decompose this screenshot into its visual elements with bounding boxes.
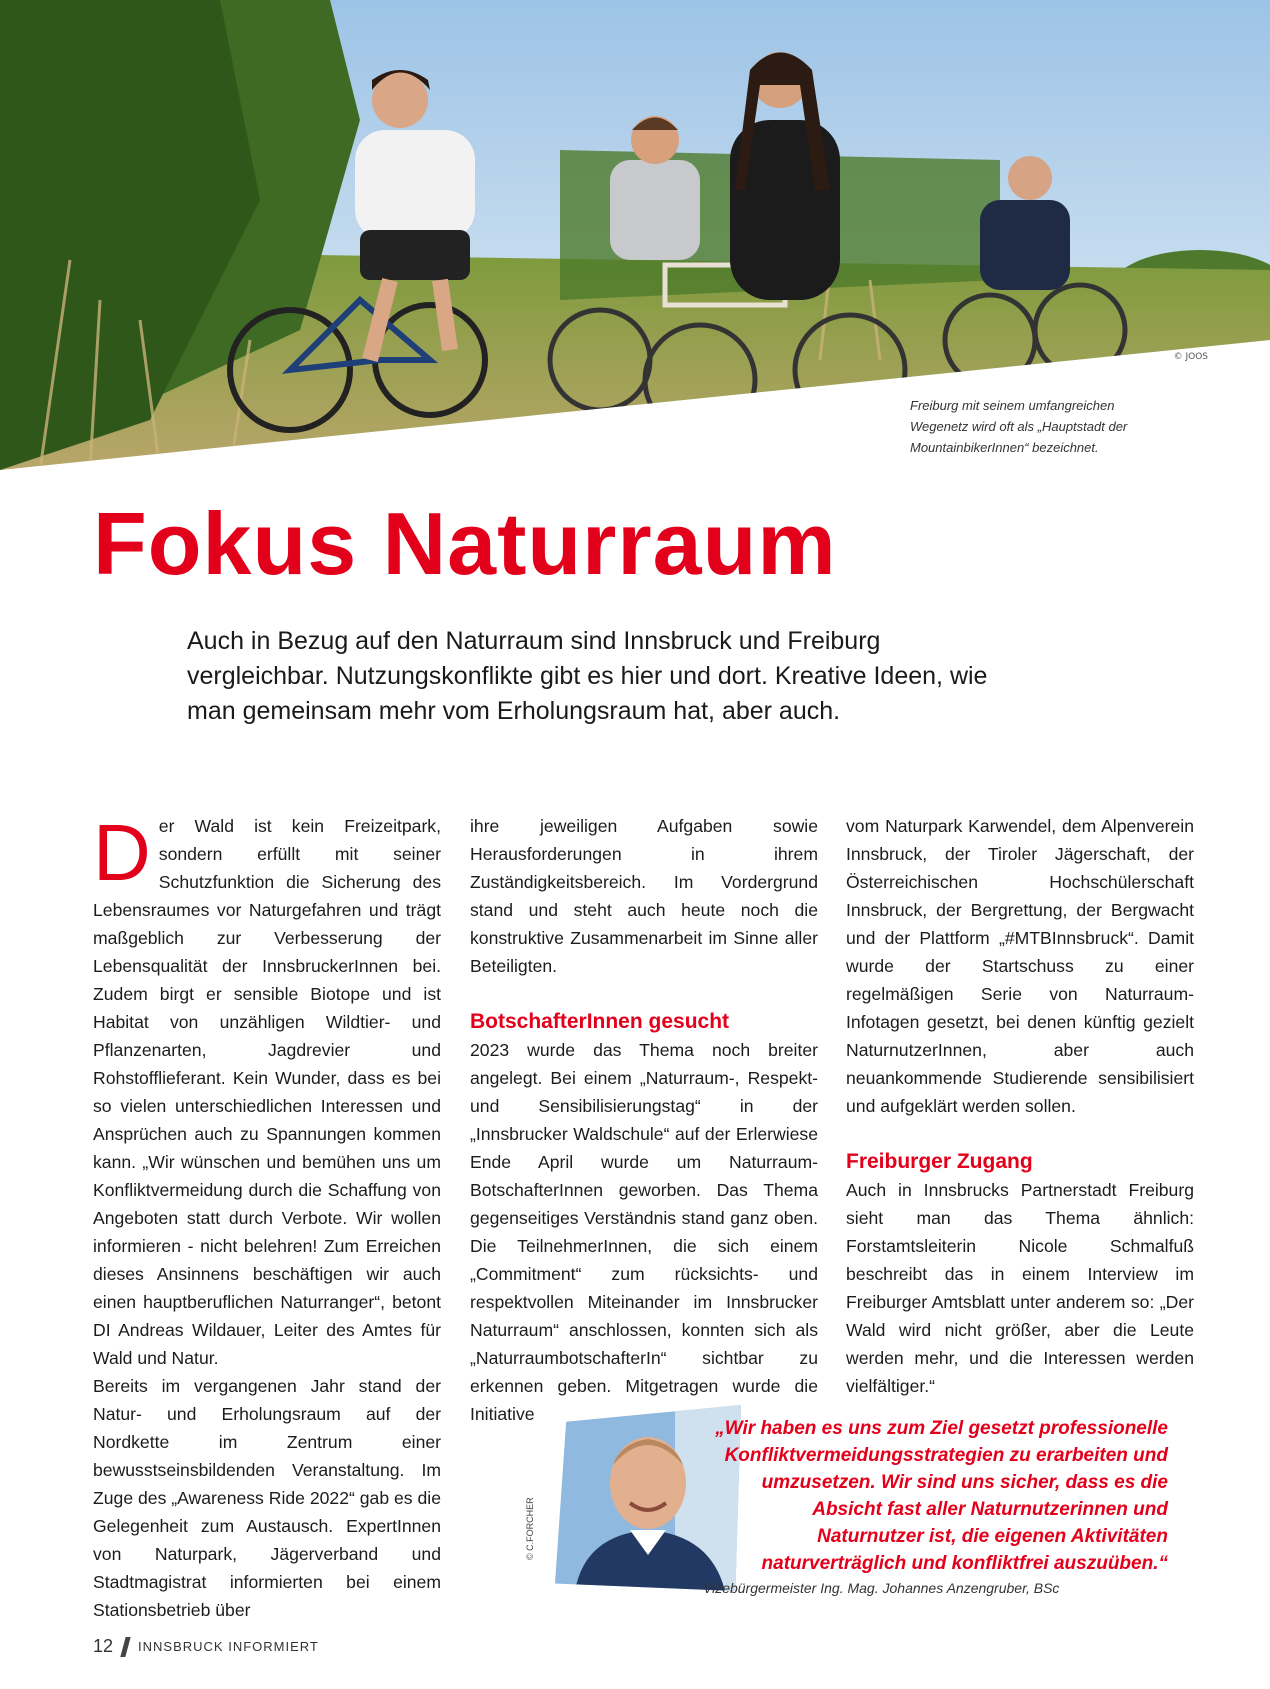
subheading: BotschafterInnen gesucht [470, 1010, 730, 1033]
body-paragraph: 2023 wurde das Thema noch breiter angelegt. Bei einem „Naturraum-, Respekt- und Sensibilisierungstag“ in der „Innsbrucker Waldschule“ auf der Erlerwiese Ende April wurde um Naturraum-BotschafterInnen geworben. Das Thema gegenseitiges Verständnis stand ganz oben. Die TeilnehmerInnen, die sich einem „Commitment“ zum rücksichts- und respektvollen Miteinander im Innsbrucker Naturraum“ anschlossen, konnten sich als „NaturraumbotschafterIn“ sichtbar zu erkennen geben. Mitgetragen wurde die Initiative [470, 1040, 818, 1424]
page-number: 12 [93, 1636, 114, 1656]
body-paragraph: ihre jeweiligen Aufgaben sowie Herausforderungen in ihrem Zuständigkeitsbereich. Im Vordergrund stand und steht auch heute noch die konstruktive Zusammenarbeit im Sinne aller Beteiligten. [470, 816, 818, 976]
body-paragraph: Bereits im vergangenen Jahr stand der Natur- und Erholungsraum auf der Nordkette im Zentrum einer bewusstseinsbildenden Veranstaltung. Im Zuge des „Awareness Ride 2022“ gab es die Gelegenheit zum Austausch. ExpertInnen von Naturpark, Jägerverband und Stadtmagistrat informierten bei einem Stationsbetrieb über [93, 1376, 441, 1620]
slash-divider [120, 1637, 130, 1657]
quote-author: Vizebürgermeister Ing. Mag. Johannes Anzengruber, BSc [703, 1580, 1060, 1596]
dropcap: D [93, 808, 151, 897]
publication-name: INNSBRUCK INFORMIERT [138, 1639, 319, 1654]
lead-paragraph: Auch in Bezug auf den Naturraum sind Innsbruck und Freiburg vergleichbar. Nutzungskonflikte gibt es hier und dort. Kreative Ideen, wie man gemeinsam mehr vom Erholungsraum hat, aber auch. [187, 627, 988, 725]
photo-caption: Freiburg mit seinem umfangreichen Wegenetz wird oft als „Hauptstadt der MountainbikerInnen“ bezeichnet. [910, 398, 1128, 455]
article-column-2 [470, 812, 818, 1428]
subheading: Freiburger Zugang [846, 1150, 1033, 1173]
article-column-1 [93, 808, 441, 1624]
pull-quote: „Wir haben es uns zum Ziel gesetzt professionelle Konfliktvermeidungsstrategien zu erarbeiten und umzusetzen. Wir sind uns sicher, dass es die Absicht fast aller Naturnutzerinnen und Naturnutzer ist, die eigenen Aktivitäten naturverträglich und konfliktfrei auszuüben.“ [715, 1418, 1168, 1574]
body-paragraph: er Wald ist kein Freizeitpark, sondern erfüllt mit seiner Schutzfunktion die Sicherung des Lebensraumes vor Naturgefahren und trägt maßgeblich zur Verbesserung der Lebensqualität der InnsbruckerInnen bei. Zudem birgt er sensible Biotope und ist Habitat von unzähligen Wildtier- und Pflanzenarten, Jagdrevier und Rohstofflieferant. Kein Wunder, dass es bei so vielen unterschiedlichen Interessen und Ansprüchen auch zu Spannungen kommen kann. „Wir wünschen und bemühen uns um Konfliktvermeidung durch die Schaffung von Angeboten statt durch Verbote. Wir wollen informieren - nicht belehren! Zum Erreichen dieses Ansinnens beschäftigen wir auch einen hauptberuflichen Naturranger“, betont DI Andreas Wildauer, Leiter des Amtes für Wald und Natur. [93, 816, 441, 1368]
page-footer [93, 1636, 319, 1657]
photo-credit: © JOOS [1173, 352, 1208, 362]
body-paragraph: Auch in Innsbrucks Partnerstadt Freiburg sieht man das Thema ähnlich: Forstamtsleiterin Nicole Schmalfuß beschreibt das in einem Interview im Freiburger Amtsblatt unter anderem so: „Der Wald wird nicht größer, aber die Leute werden mehr, und die Interessen werden vielfältiger.“ [846, 1180, 1194, 1396]
article-column-3 [846, 812, 1194, 1400]
body-paragraph: vom Naturpark Karwendel, dem Alpenverein Innsbruck, der Tiroler Jägerschaft, der Österreichischen Hochschülerschaft Innsbruck, der Bergrettung, der Bergwacht und der Plattform „#MTBInnsbruck“. Damit wurde der Startschuss zu einer regelmäßigen Serie von Naturraum-Infotagen gesetzt, bei denen künftig gezielt NaturnutzerInnen, aber auch neuankommende Studierende sensibilisiert und aufgeklärt werden sollen. [846, 816, 1194, 1116]
portrait-credit: © C.FORCHER [525, 1497, 535, 1560]
page-title: Fokus Naturraum [93, 494, 837, 593]
